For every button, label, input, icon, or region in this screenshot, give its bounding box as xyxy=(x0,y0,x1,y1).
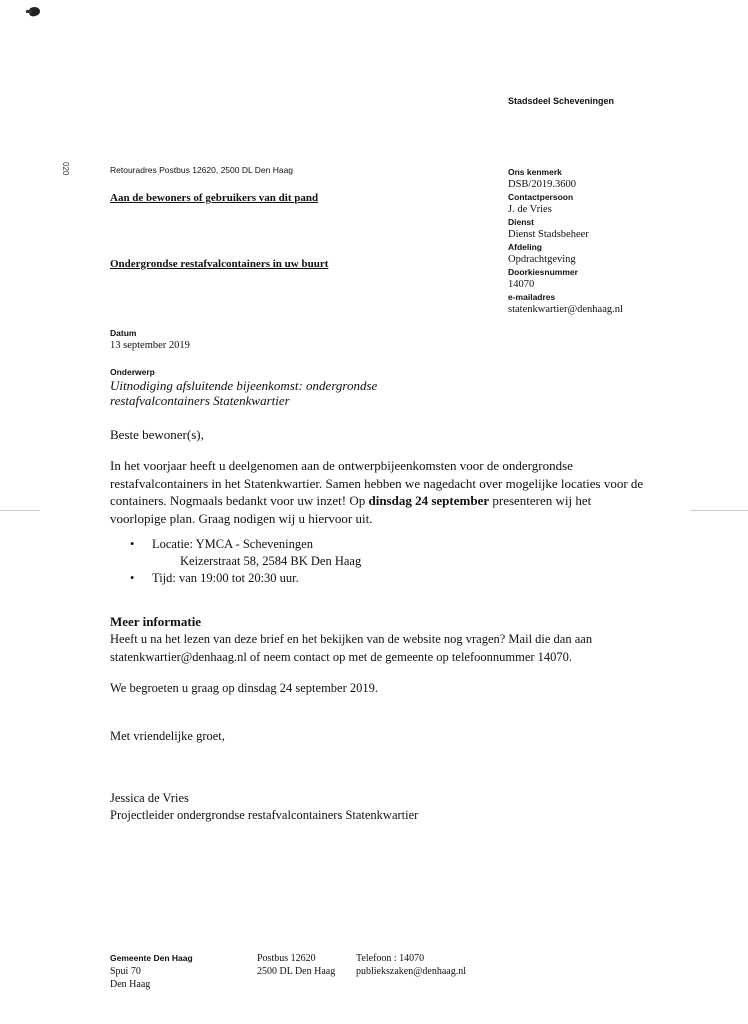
greeting: Beste bewoner(s), xyxy=(110,427,204,442)
date-label: Datum xyxy=(110,328,137,338)
department-name: Stadsdeel Scheveningen xyxy=(508,96,615,106)
footer-city: Den Haag xyxy=(110,979,151,990)
footer-contact xyxy=(356,952,466,978)
bullet: • xyxy=(130,571,135,585)
location-address: Keizerstraat 58, 2584 BK Den Haag xyxy=(180,554,362,568)
email-value: statenkwartier@denhaag.nl xyxy=(508,304,623,315)
signature-role: Projectleider ondergrondse restafvalcontainers Statenkwartier xyxy=(110,808,419,822)
footer-org: Gemeente Den Haag xyxy=(110,953,193,963)
footer-postbus xyxy=(257,952,335,978)
subject-value: Uitnodiging afsluitende bijeenkomst: ondergrondse restafvalcontainers Statenkwartier xyxy=(110,378,378,408)
more-info-text: Heeft u na het lezen van deze brief en het bekijken van de website nog vragen? Mail die dan aan statenkwartier@denhaag.nl of neem contact op met de gemeente op telefoonnummer 14070. xyxy=(110,632,593,664)
more-info-heading: Meer informatie xyxy=(110,614,202,629)
welcome-line: We begroeten u graag op dinsdag 24 september 2019. xyxy=(110,681,379,695)
bullet: • xyxy=(130,537,135,551)
signature-name: Jessica de Vries xyxy=(110,791,189,805)
subject-heading: Ondergrondse restafvalcontainers in uw buurt xyxy=(110,258,329,270)
footer-street: Spui 70 xyxy=(110,966,141,977)
phone-label: Doorkiesnummer xyxy=(508,267,578,277)
department-value: Opdrachtgeving xyxy=(508,254,576,265)
footer-postbus-line: Postbus 12620 xyxy=(257,953,316,964)
footer-phone: Telefoon : 14070 xyxy=(356,953,425,964)
intro-text: In het voorjaar heeft u deelgenomen aan de ontwerpbijeenkomsten voor de ondergrondse restafvalcontainers in het Statenkwartier. Samen hebben we nagedacht over mogelijke locaties voor de containers. Nogmaals bedankt voor uw inzet! Op xyxy=(110,458,644,508)
date-value: 13 september 2019 xyxy=(110,340,190,351)
addressee: Aan de bewoners of gebruikers van dit pand xyxy=(110,192,319,204)
time-text: Tijd: van 19:00 tot 20:30 uur. xyxy=(152,571,299,585)
scan-line-left xyxy=(0,510,40,511)
scan-smudge-tail xyxy=(26,10,32,13)
intro-text-end: presenteren wij het voorlopige plan. Graag nodigen wij u hiervoor uit. xyxy=(110,493,592,526)
subject-label: Onderwerp xyxy=(110,367,155,377)
scan-line-right xyxy=(690,510,748,511)
intro-paragraph xyxy=(110,457,650,527)
reference-value: DSB/2019.3600 xyxy=(508,179,576,190)
footer-email: publiekszaken@denhaag.nl xyxy=(356,966,467,977)
return-address: Retouradres Postbus 12620, 2500 DL Den Haag xyxy=(110,165,294,175)
side-code: 020 xyxy=(61,162,70,176)
phone-value: 14070 xyxy=(508,279,535,290)
location-text: Locatie: YMCA - Scheveningen xyxy=(152,537,313,551)
service-label: Dienst xyxy=(508,217,534,227)
contact-label: Contactpersoon xyxy=(508,192,574,202)
footer-postcode: 2500 DL Den Haag xyxy=(257,966,336,977)
reference-block xyxy=(508,166,623,316)
closing-line: Met vriendelijke groet, xyxy=(110,729,225,743)
footer-address xyxy=(110,952,193,991)
service-value: Dienst Stadsbeheer xyxy=(508,229,589,240)
contact-value: J. de Vries xyxy=(508,204,552,215)
department-label: Afdeling xyxy=(508,242,542,252)
email-label: e-mailadres xyxy=(508,292,556,302)
reference-label: Ons kenmerk xyxy=(508,167,562,177)
intro-date-emphasis: dinsdag 24 september xyxy=(368,493,490,508)
